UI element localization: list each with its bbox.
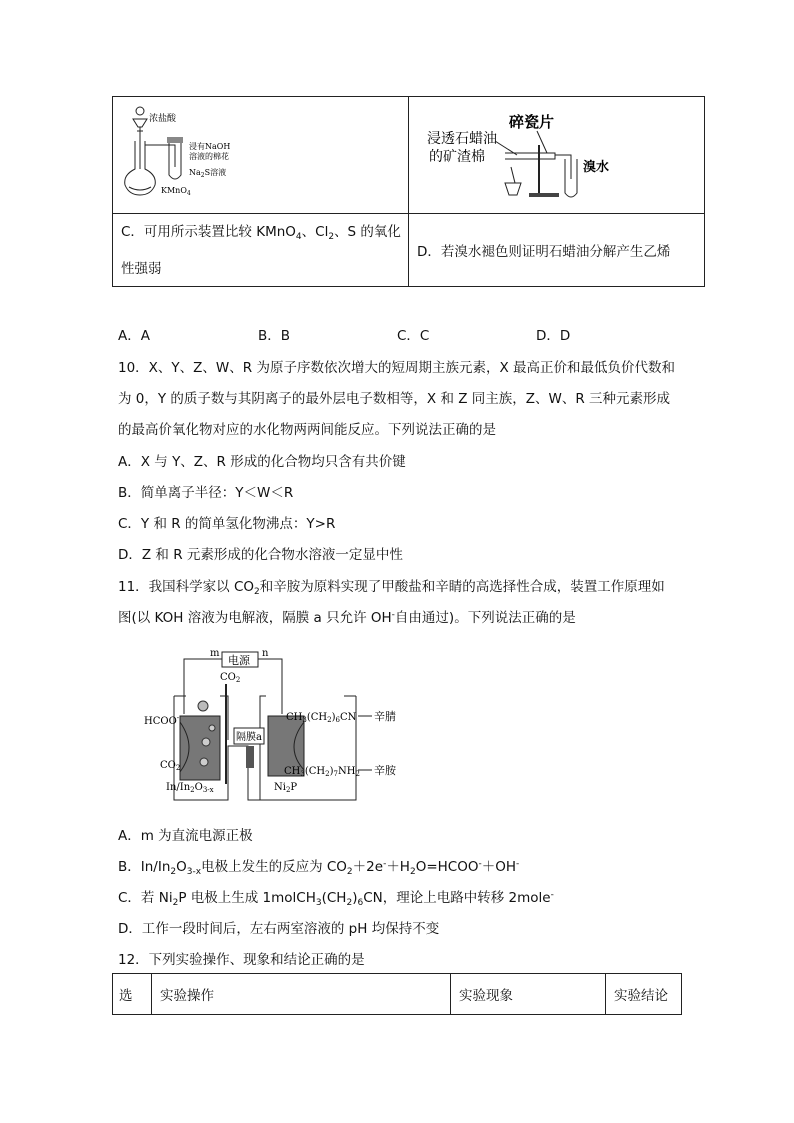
q11-stem-line1: 11．我国科学家以 $CO_2$和辛胺为原料实现了甲酸盐和辛睛的高选择性合成，装置工作原理如 xyxy=(118,579,665,597)
q10-option-d[interactable]: D．Z 和 R 元素形成的化合物水溶液一定显中性 xyxy=(118,547,403,563)
label-wool-2: 的矿渣棉 xyxy=(429,149,485,165)
label-power: 电源 xyxy=(228,654,250,667)
q10-stem-line1: 10．X、Y、Z、W、R 为原子序数依次增大的短周期主族元素，X 最高正价和最低负价代数和 xyxy=(118,360,675,376)
q11-option-d[interactable]: D．工作一段时间后，左右两室溶液的 pH 均保持不变 xyxy=(118,921,440,937)
q12-header-phenomenon: 实验现象 xyxy=(451,974,606,1015)
paraffin-cracking-figure xyxy=(409,97,704,213)
label-hcoo: HCOO- xyxy=(144,714,180,727)
q12-header-operation: 实验操作 xyxy=(152,974,451,1015)
label-ni2p: $Ni_2P$ xyxy=(274,782,298,794)
q10-option-b[interactable]: B．简单离子半径：Y＜W＜R xyxy=(118,485,294,501)
label-conc-hcl: 浓盐酸 xyxy=(149,114,177,124)
q12-header-select: 选 xyxy=(113,974,152,1015)
q12-table xyxy=(112,973,682,1015)
label-membrane: 隔膜a xyxy=(236,732,262,743)
label-kmno4: KMnO$_4$ xyxy=(161,186,191,197)
label-bromine-water: 溴水 xyxy=(583,160,610,175)
label-m: m xyxy=(210,648,220,659)
label-naoh-cotton-1: 浸有NaOH xyxy=(189,142,231,151)
q11-option-b[interactable]: B．$In/In_2O_{3-x}$电极上发生的反应为 $CO_2+2e^-+H_2O=HCOO^-+OH^-$ xyxy=(118,859,520,877)
figure-cell-d xyxy=(409,97,705,214)
label-in-electrode: $In/In_2O_{3-x}$ xyxy=(166,782,214,794)
q9-choices xyxy=(118,324,718,342)
q10-stem-line3: 的最高价氧化物对应的水化物两两间能反应。下列说法正确的是 xyxy=(118,422,496,438)
q11-option-c[interactable]: C．若 $Ni_2P$ 电极上生成 $1molCH_3(CH_2)_6CN$，理论上电路中转移 2mole- xyxy=(118,890,554,908)
label-co2-left: $CO_2$ xyxy=(160,760,181,772)
choice-b[interactable]: B．B xyxy=(258,328,291,344)
option-d-text: D．若溴水褪色则证明石蜡油分解产生乙烯 xyxy=(417,244,671,260)
option-c-cell xyxy=(113,214,409,287)
label-porcelain: 碎瓷片 xyxy=(509,113,555,131)
q11-stem-line2: 图(以 KOH 溶液为电解液，隔膜 a 只允许 OH-自由通过)。下列说法正确的是 xyxy=(118,610,576,626)
q12-stem: 12．下列实验操作、现象和结论正确的是 xyxy=(118,952,365,968)
label-na2s: $Na_2S$溶液 xyxy=(189,168,227,179)
choice-a[interactable]: A．A xyxy=(118,328,150,344)
label-nitrile-formula: $CH_3(CH_2)_6CN$ xyxy=(286,712,357,724)
label-wool-1: 浸透石蜡油 xyxy=(427,131,497,147)
q11-option-a[interactable]: A．m 为直流电源正极 xyxy=(118,828,253,844)
label-n: n xyxy=(262,648,269,659)
label-co2-top: $CO_2$ xyxy=(220,672,241,684)
options-table xyxy=(112,96,705,287)
label-nitrile-name: 辛腈 xyxy=(374,710,396,723)
figure-cell-c xyxy=(113,97,409,214)
option-c-text-line1: C．可用所示装置比较 KMnO$_4$、$Cl_2$、S 的氧化 xyxy=(121,223,401,242)
q10-option-a[interactable]: A．X 与 Y、Z、R 形成的化合物均只含有共价键 xyxy=(118,454,406,470)
q10-stem-line2: 为 0，Y 的质子数与其阴离子的最外层电子数相等，X 和 Z 同主族，Z、W、R 三种元素形成 xyxy=(118,391,671,407)
option-c-text-line2: 性强弱 xyxy=(121,260,162,277)
chlorine-apparatus-figure xyxy=(113,97,408,213)
electrolysis-cell-figure xyxy=(138,644,418,822)
q10-option-c[interactable]: C．Y 和 R 的简单氢化物沸点：Y>R xyxy=(118,516,336,532)
option-d-cell xyxy=(409,214,705,287)
q12-header-conclusion: 实验结论 xyxy=(606,974,682,1015)
choice-c[interactable]: C．C xyxy=(397,328,430,344)
label-amine-name: 辛胺 xyxy=(374,764,396,777)
choice-d[interactable]: D．D xyxy=(536,328,571,344)
label-amine-formula: $CH_3(CH_2)_7NH_2$ xyxy=(284,766,360,778)
label-naoh-cotton-2: 溶液的棉花 xyxy=(189,152,229,161)
